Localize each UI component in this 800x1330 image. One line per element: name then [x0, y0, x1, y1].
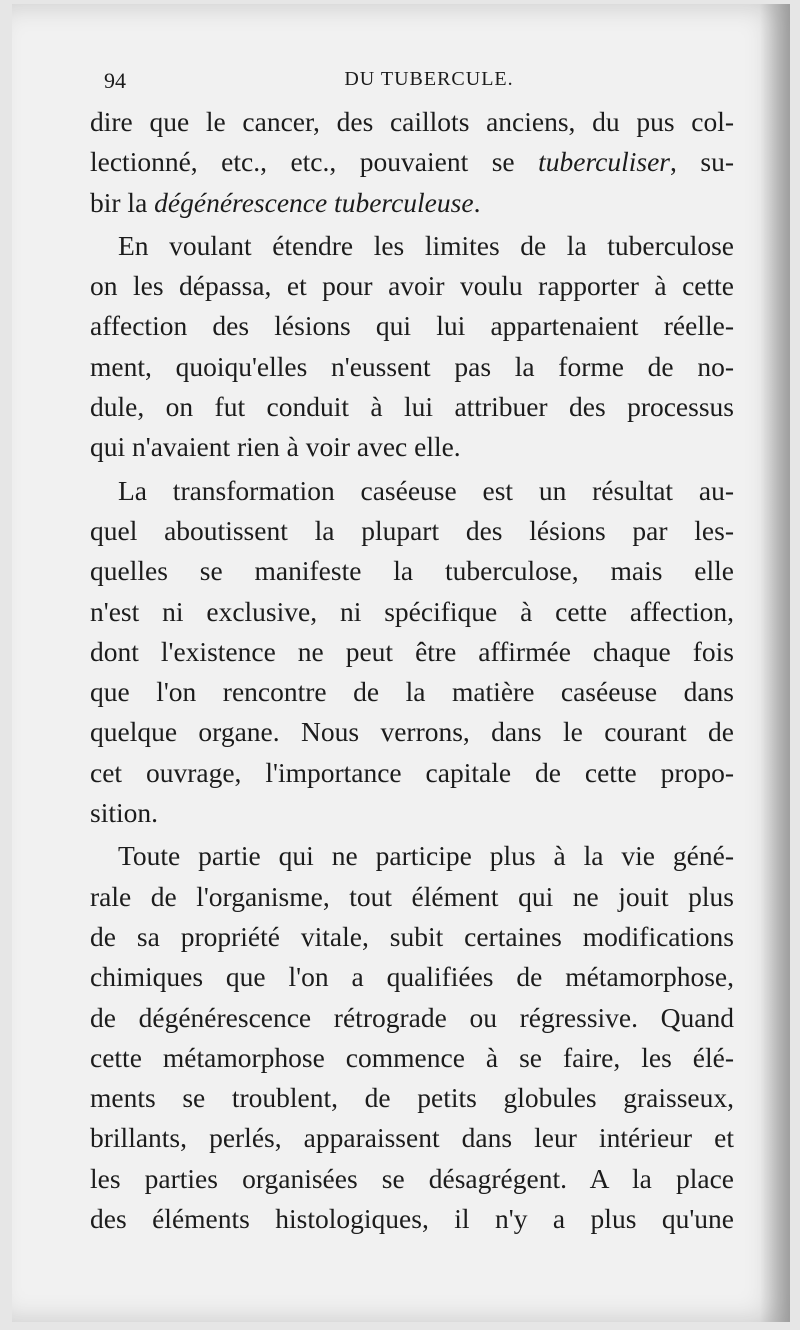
text-line: La transformation caséeuse est un résultat au- [118, 474, 734, 506]
text-line: sition. [90, 797, 158, 829]
text-line: bir la dégénérescence tuberculeuse. [90, 186, 481, 218]
text-line: quelles se manifeste la tuberculose, mais elle [90, 555, 734, 587]
text-line: cette métamorphose commence à se faire, les élé- [90, 1041, 734, 1073]
text-line: brillants, perlés, apparaissent dans leur intérieur et [90, 1122, 734, 1154]
text-line: rale de l'organisme, tout élément qui ne jouit plus [90, 880, 734, 912]
text-line: En voulant étendre les limites de la tuberculose [118, 229, 734, 261]
text-line: quelque organe. Nous verrons, dans le courant de [90, 716, 734, 748]
italic-term: tuberculiser [538, 146, 670, 178]
body-text [90, 102, 734, 1239]
running-head [90, 62, 738, 96]
text-line: que l'on rencontre de la matière caséeuse dans [90, 676, 734, 708]
page-number: 94 [104, 68, 126, 93]
text-line: chimiques que l'on a qualifiées de métamorphose, [90, 961, 734, 993]
text-line: cet ouvrage, l'importance capitale de cette propo- [90, 756, 734, 788]
text-line: des éléments histologiques, il n'y a plus qu'une [90, 1203, 734, 1235]
text-line: affection des lésions qui lui appartenaient réelle- [90, 310, 734, 342]
text-line: lectionné, etc., etc., pouvaient se tuberculiser, su- [90, 146, 734, 178]
text-line: quel aboutissent la plupart des lésions par les- [90, 514, 734, 546]
italic-term: dégénérescence tuberculeuse [154, 186, 474, 218]
text-line: dule, on fut conduit à lui attribuer des processus [90, 391, 734, 423]
text-line: on les dépassa, et pour avoir voulu rapporter à cette [90, 270, 734, 302]
text-line: ment, quoiqu'elles n'eussent pas la forme de no- [90, 350, 734, 382]
text-line: les parties organisées se désagrégent. A la place [90, 1162, 734, 1194]
text-line: qui n'avaient rien à voir avec elle. [90, 431, 461, 463]
book-page [12, 4, 790, 1322]
text-line: n'est ni exclusive, ni spécifique à cette affection, [90, 595, 734, 627]
running-title: DU TUBERCULE. [344, 68, 514, 90]
text-line: dont l'existence ne peut être affirmée chaque fois [90, 635, 734, 667]
text-line: de sa propriété vitale, subit certaines modifications [90, 920, 734, 952]
text-line: ments se troublent, de petits globules graisseux, [90, 1082, 734, 1114]
text-line: dire que le cancer, des caillots anciens, du pus col- [90, 106, 734, 137]
text-line: de dégénérescence rétrograde ou régressive. Quand [90, 1001, 734, 1033]
page-gutter-shadow [760, 4, 790, 1322]
text-line: Toute partie qui ne participe plus à la vie géné- [118, 840, 734, 872]
